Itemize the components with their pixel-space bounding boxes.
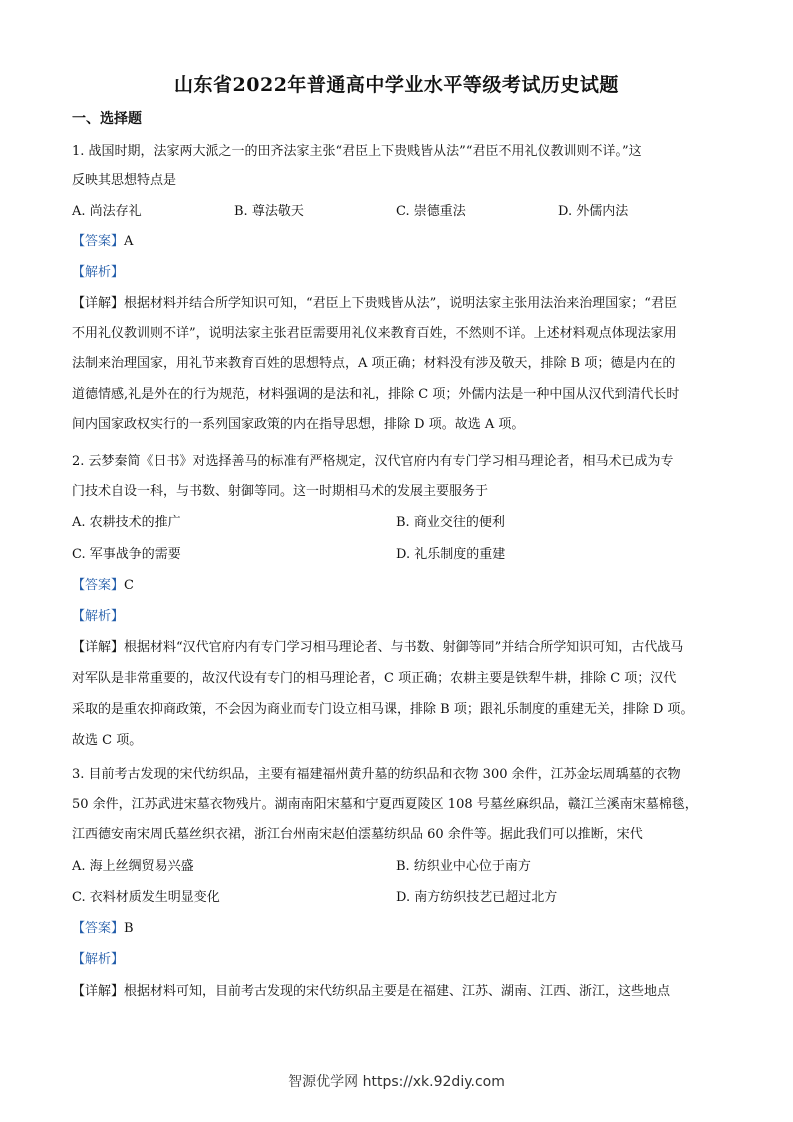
answer-value: B: [124, 921, 134, 936]
q1-analysis: [72, 263, 722, 283]
q3-option-d: D. 南方纺织技艺已超过北方: [396, 890, 558, 905]
q2-analysis: [72, 607, 722, 627]
detail-text: 根据材料可知，目前考古发现的宋代纺织品主要是在福建、江苏、湖南、江西、浙江，这些地点: [124, 984, 671, 999]
answer-tag: 【答案】: [72, 578, 125, 593]
detail-text: 根据材料“汉代官府内有专门学习相马理论者、与书数、射御等同”并结合所学知识可知，古代战马: [124, 640, 684, 655]
q1-option-c: C. 崇德重法: [396, 204, 466, 219]
q3-detail-line-1: [72, 982, 722, 1002]
q2-stem-line-1: 2. 云梦秦简《日书》对选择善马的标准有严格规定，汉代官府内有专门学习相马理论者，相马术已成为专: [72, 454, 674, 469]
q3-stem-line-3: 江西德安南宋周氏墓丝织衣裙，浙江台州南宋赵伯澐墓纺织品 60 余件等。据此我们可以推断，宋代: [72, 827, 643, 842]
q2-stem-line-2: 门技术自设一科，与书数、射御等同。这一时期相马术的发展主要服务于: [72, 484, 489, 499]
q1-detail-line-5: 间内国家政权实行的一系列国家政策的内在指导思想，排除 D 项。故选 A 项。: [72, 417, 525, 432]
answer-tag: 【答案】: [72, 234, 125, 249]
page-title: 山东省2022年普通高中学业水平等级考试历史试题: [174, 74, 619, 96]
q1-option-d: D. 外儒内法: [558, 204, 629, 219]
q3-option-a: A. 海上丝绸贸易兴盛: [72, 859, 194, 874]
q1-answer: [72, 232, 722, 252]
q1-option-b: B. 尊法敬天: [234, 204, 304, 219]
answer-value: A: [124, 234, 134, 249]
analysis-tag: 【解析】: [72, 952, 125, 967]
answer-value: C: [124, 578, 134, 593]
q2-detail-line-3: 采取的是重农抑商政策，不会因为商业而专门设立相马课，排除 B 项；跟礼乐制度的重建无关，排除 D 项。: [72, 702, 694, 717]
q1-detail-line-1: [72, 294, 722, 314]
q3-analysis: [72, 950, 722, 970]
q2-option-b: B. 商业交往的便利: [396, 515, 505, 530]
q1-detail-line-4: 道德情感,礼是外在的行为规范，材料强调的是法和礼，排除 C 项；外儒内法是一种中国从汉代到清代长时: [72, 387, 680, 402]
detail-tag: 【详解】: [72, 640, 125, 655]
detail-tag: 【详解】: [72, 296, 125, 311]
q3-option-b: B. 纺织业中心位于南方: [396, 859, 531, 874]
q2-option-d: D. 礼乐制度的重建: [396, 547, 506, 562]
q2-detail-line-4: 故选 C 项。: [72, 733, 143, 748]
q3-stem-line-1: 3. 目前考古发现的宋代纺织品，主要有福建福州黄升墓的纺织品和衣物 300 余件，江苏金坛周瑀墓的衣物: [72, 767, 681, 782]
section-heading: 一、选择题: [72, 111, 142, 127]
detail-tag: 【详解】: [72, 984, 125, 999]
q2-option-a: A. 农耕技术的推广: [72, 515, 181, 530]
q2-detail-line-1: [72, 638, 722, 658]
q3-option-c: C. 衣料材质发生明显变化: [72, 890, 220, 905]
analysis-tag: 【解析】: [72, 265, 125, 280]
q1-stem-line-1: 1. 战国时期，法家两大派之一的田齐法家主张“君臣上下贵贱皆从法”“君臣不用礼仪教训则不详。”这: [72, 144, 642, 159]
q1-detail-line-2: 不用礼仪教训则不详”，说明法家主张君臣需要用礼仪来教育百姓，不然则不详。上述材料观点体现法家用: [72, 326, 677, 341]
detail-text: 根据材料并结合所学知识可知，“君臣上下贵贱皆从法”，说明法家主张用法治来治理国家；“君臣: [124, 296, 677, 311]
q2-detail-line-2: 对军队是非常重要的，故汉代设有专门的相马理论者，C 项正确；农耕主要是铁犁牛耕，排除 C 项；汉代: [72, 671, 677, 686]
analysis-tag: 【解析】: [72, 609, 125, 624]
q1-option-a: A. 尚法存礼: [72, 204, 142, 219]
q1-detail-line-3: 法制来治理国家，用礼节来教育百姓的思想特点，A 项正确；材料没有涉及敬天，排除 B 项；德是内在的: [72, 356, 676, 371]
q2-option-c: C. 军事战争的需要: [72, 547, 181, 562]
answer-tag: 【答案】: [72, 921, 125, 936]
q1-stem-line-2: 反映其思想特点是: [72, 173, 177, 188]
q3-stem-line-2: 50 余件，江苏武进宋墓衣物残片。湖南南阳宋墓和宁夏西夏陵区 108 号墓丝麻织品，赣江兰溪南宋墓棉毯，: [72, 797, 698, 812]
q3-answer: [72, 919, 722, 939]
q2-answer: [72, 576, 722, 596]
footer-watermark: 智源优学网 https://xk.92diy.com: [288, 1074, 505, 1090]
